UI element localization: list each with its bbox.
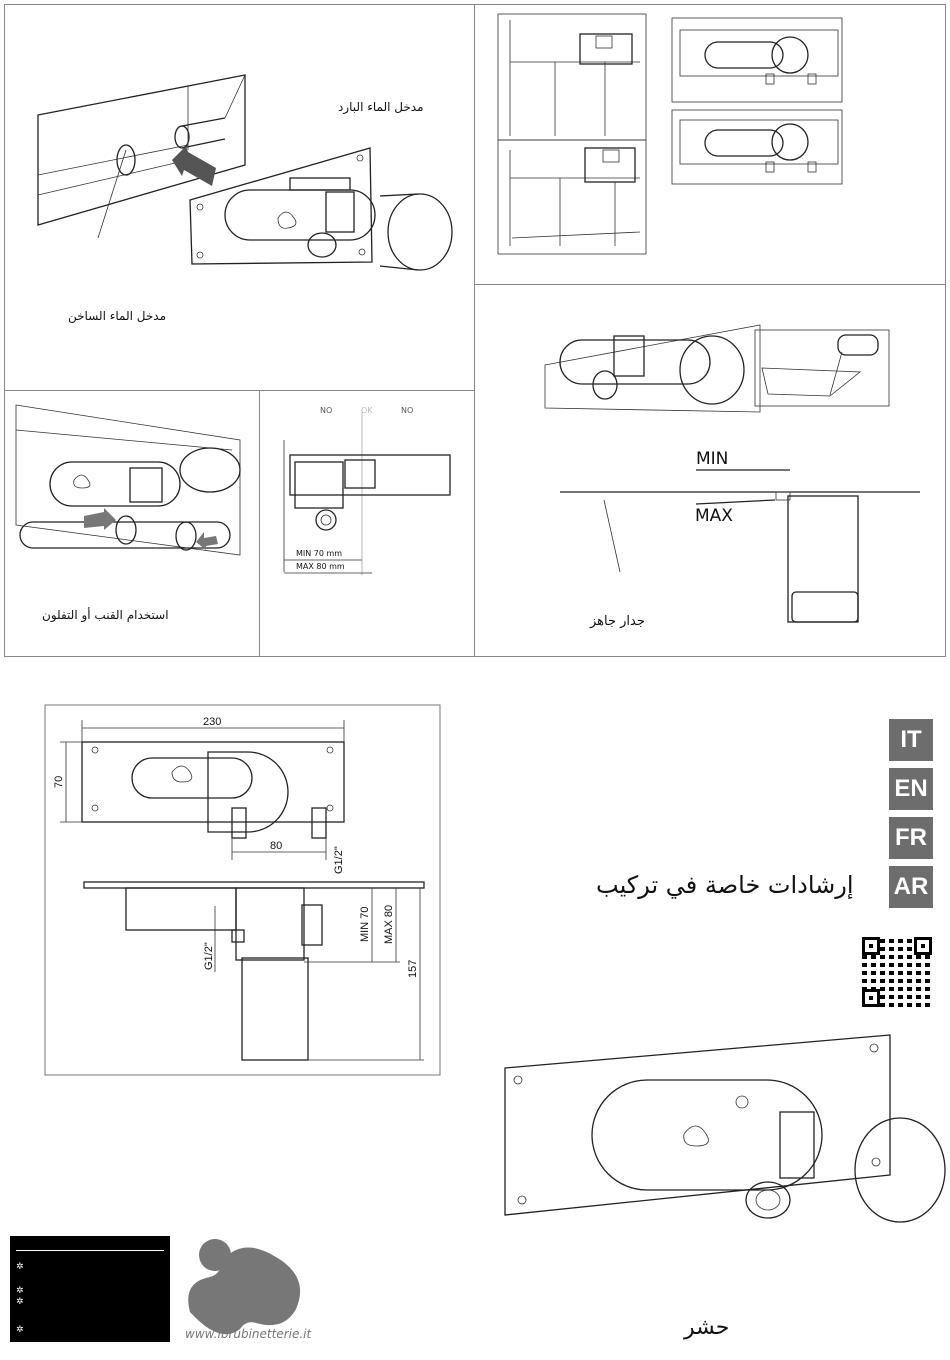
dim-spacing: 80 — [270, 840, 283, 852]
logo-mark — [188, 1239, 300, 1334]
lang-tab-ar[interactable]: AR — [889, 866, 933, 908]
no-right-label: NO — [401, 406, 414, 415]
info-divider — [16, 1250, 164, 1251]
caption: حشر — [684, 1315, 730, 1340]
qr-code-icon[interactable] — [862, 937, 932, 1007]
wall-level-illustration — [545, 325, 920, 622]
dim-min70: MIN 70 — [359, 906, 371, 942]
dim-depth: 157 — [407, 959, 419, 978]
product-illustration — [505, 1035, 945, 1222]
dim-height: 70 — [53, 775, 65, 788]
lang-tab-it[interactable]: IT — [889, 719, 933, 761]
dim-width: 230 — [203, 716, 222, 728]
bullet-icon: ✲ — [16, 1325, 24, 1335]
info-box — [10, 1236, 170, 1342]
bullet-icon: ✲ — [16, 1262, 24, 1272]
website-link[interactable]: www.ibrubinetterie.it — [185, 1327, 312, 1341]
dimension-drawing — [45, 705, 440, 1075]
lang-tab-en[interactable]: EN — [889, 768, 933, 810]
sealing-illustration — [16, 405, 240, 555]
bullet-icon: ✲ — [16, 1286, 24, 1296]
dim-max80: MAX 80 — [383, 904, 395, 944]
max-label: MAX — [695, 506, 733, 526]
page-title: إرشادات خاصة في تركيب — [596, 871, 854, 899]
min-70-label: MIN 70 mm — [296, 549, 343, 558]
hemp-teflon-label: استخدام القنب أو التفلون — [42, 608, 169, 622]
cold-inlet-label: مدخل الماء البارد — [338, 100, 424, 114]
bullet-icon: ✲ — [16, 1297, 24, 1307]
flush-check-illustrations — [498, 14, 842, 254]
ready-wall-label: جدار جاهز — [590, 614, 645, 629]
ok-label: OK — [361, 406, 373, 415]
dim-thread-side: G1/2" — [203, 942, 215, 970]
max-80-label: MAX 80 mm — [296, 562, 345, 571]
no-left-label: NO — [320, 406, 333, 415]
hot-inlet-label: مدخل الماء الساخن — [68, 309, 166, 323]
dim-thread-top: G1/2" — [333, 846, 345, 874]
lang-tab-fr[interactable]: FR — [889, 817, 933, 859]
min-label: MIN — [696, 449, 729, 469]
